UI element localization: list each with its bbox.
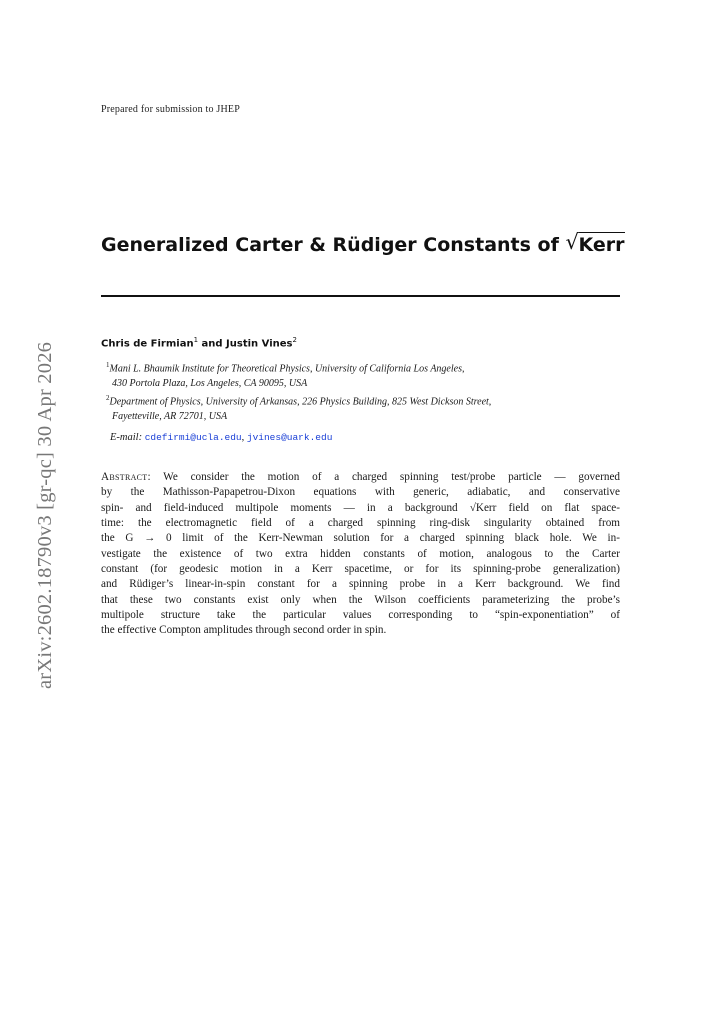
abstract-line: spin- and field-induced multipole moments — in a background √Kerr field on flat space- — [101, 501, 620, 514]
abstract-line: and Rüdiger’s linear-in-spin constant for a spinning probe in a Kerr background. We find — [101, 578, 620, 591]
abstract-line: the effective Compton amplitudes through second order in spin. — [101, 624, 387, 637]
abstract-line: time: the electromagnetic field of a charged spinning ring-disk singularity obtained from — [101, 517, 620, 530]
email-link[interactable]: cdefirmi@ucla.edu — [144, 432, 242, 443]
abstract-line: Abstract: We consider the motion of a charged spinning test/probe particle — governed — [101, 471, 620, 483]
abstract-heading: Abstract — [101, 471, 148, 483]
abstract — [101, 470, 620, 639]
title-text: Generalized Carter & Rüdiger Constants of — [101, 234, 566, 256]
paper-title — [101, 232, 625, 256]
prepared-for-submission-note: Prepared for submission to JHEP — [101, 104, 240, 115]
affiliation-1: $^1$Mani L. Bhaumik Institute for Theoretical Physics, University of California Los Angeles, 430 Portola Plaza, Los Angeles, CA 90095, USA — [106, 361, 465, 390]
author-name: Chris de Firmian — [101, 338, 194, 350]
abstract-line: by the Mathisson-Papapetrou-Dixon equations with generic, adiabatic, and conservative — [101, 486, 620, 499]
author-name: Justin Vines — [226, 338, 293, 350]
abstract-line: the G → 0 limit of the Kerr-Newman solution for a charged spinning black hole. We in- — [101, 532, 620, 545]
author-list: Chris de Firmian$^1$ and Justin Vines$^2$ — [101, 336, 297, 350]
abstract-line: multipole structure take the particular values corresponding to “spin-exponentiation” of — [101, 609, 620, 622]
title-divider — [101, 295, 620, 297]
abstract-line: vestigate the existence of two extra hidden constants of motion, analogous to the Carter — [101, 547, 620, 560]
abstract-line: that these two constants exist only when the Wilson coefficients parameterizing the probe’s — [101, 593, 620, 606]
arxiv-identifier-stamp: arXiv:2602.18790v3 [gr-qc] 30 Apr 2026 — [34, 341, 56, 689]
abstract-line: constant (for geodesic motion in a Kerr spacetime, or for its spinning-probe generalization) — [101, 563, 620, 576]
contact-email: E-mail: cdefirmi@ucla.edu, jvines@uark.edu — [110, 432, 333, 443]
sqrt-kerr-symbol: √ Kerr — [565, 230, 625, 256]
email-link[interactable]: jvines@uark.edu — [246, 432, 333, 443]
affiliation-2: $^2$Department of Physics, University of Arkansas, 226 Physics Building, 825 West Dickson Street, Fayetteville, AR 72701, USA — [106, 394, 492, 423]
